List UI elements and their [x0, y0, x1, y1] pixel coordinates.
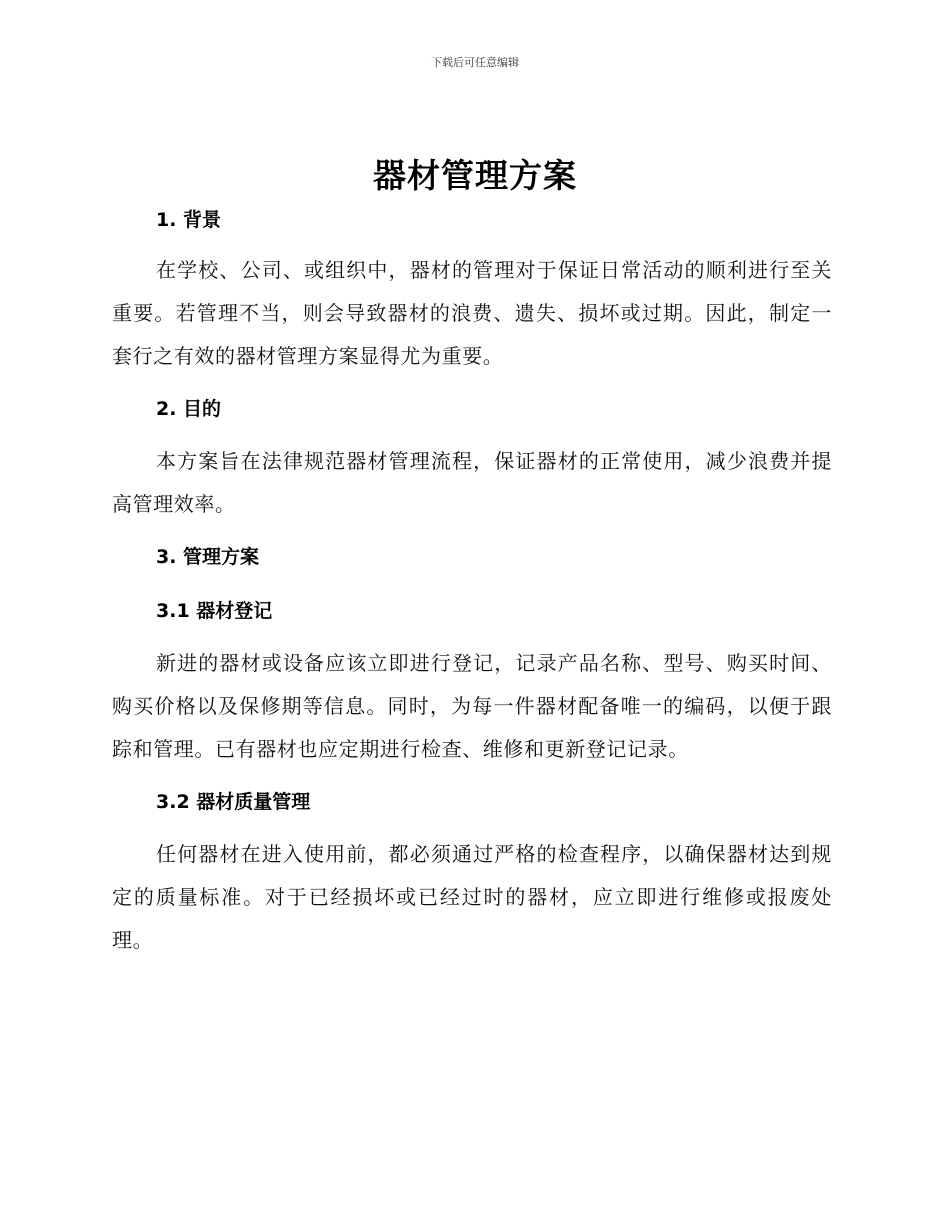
page-header: 下载后可任意编辑 — [431, 56, 519, 69]
section-paragraph-registration: 新进的器材或设备应该立即进行登记，记录产品名称、型号、购买时间、购买价格以及保修期等信息。同时，为每一件器材配备唯一的编码，以便于跟踪和管理。已有器材也应定期进行检查、维修和更新登记记录。 — [112, 651, 832, 761]
section-paragraph-quality: 任何器材在进入使用前，都必须通过严格的检查程序，以确保器材达到规定的质量标准。对于已经损坏或已经过时的器材，应立即进行维修或报废处理。 — [112, 842, 832, 952]
section-paragraph-purpose: 本方案旨在法律规范器材管理流程，保证器材的正常使用，减少浪费并提高管理效率。 — [112, 449, 832, 516]
section-heading-registration: 3.1 器材登记 — [156, 600, 273, 622]
document-body — [112, 205, 832, 962]
section-heading-management-plan: 3. 管理方案 — [156, 546, 260, 568]
section-paragraph-background: 在学校、公司、或组织中，器材的管理对于保证日常活动的顺利进行至关重要。若管理不当，则会导致器材的浪费、遗失、损坏或过期。因此，制定一套行之有效的器材管理方案显得尤为重要。 — [112, 258, 832, 368]
section-heading-background: 1. 背景 — [156, 209, 222, 231]
section-heading-purpose: 2. 目的 — [156, 398, 222, 420]
section-heading-quality: 3.2 器材质量管理 — [156, 791, 311, 813]
document-title: 器材管理方案 — [373, 156, 577, 195]
